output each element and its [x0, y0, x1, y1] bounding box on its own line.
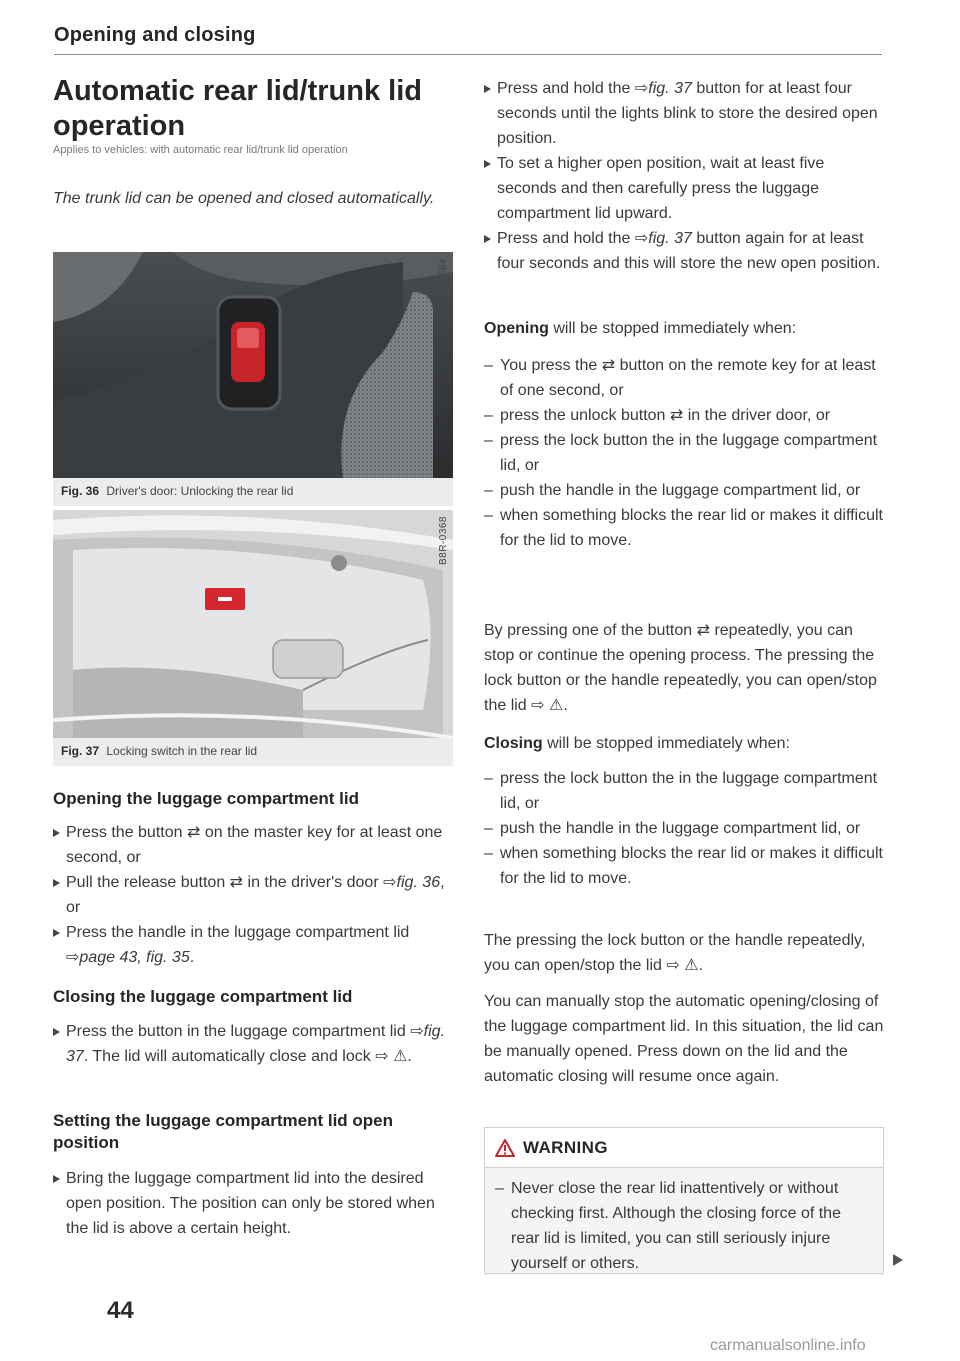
item-text: push the handle in the luggage compartment lid, or	[500, 820, 861, 837]
figure-36	[53, 252, 453, 506]
remote-icon: ⇄	[696, 622, 710, 639]
list-item	[484, 353, 884, 403]
item-text: Bring the luggage compartment lid into the desired open position. The position can only be stored when the lid is above a certain height.	[66, 1170, 435, 1237]
figure-code: B8R-0368	[438, 516, 449, 566]
item-text: . The lid will automatically close and lock	[83, 1048, 371, 1065]
item-text: .	[189, 949, 195, 966]
list-item	[484, 226, 884, 276]
setting-list-a	[53, 1166, 453, 1241]
item-text: button for at least four seconds until the lights blink to store the desired open position.	[497, 80, 878, 147]
item-text: .	[407, 1048, 412, 1065]
warning-triangle-icon: ⚠	[393, 1048, 408, 1065]
continue-arrow-icon	[892, 1253, 904, 1267]
arrow-icon: ⇨	[375, 1048, 389, 1065]
item-text: , or	[66, 874, 445, 916]
list-item: – Never close the rear lid inattentively or without checking first. Although the closing force of the rear lid is limited, you can still seriously injure yourself or others.	[495, 1176, 873, 1276]
remote-icon: ⇄	[601, 357, 616, 374]
list-item	[484, 816, 884, 841]
item-text: when something blocks the rear lid or makes it difficult for the lid to move.	[500, 845, 883, 887]
page-ref-link[interactable]: page 43, fig. 35	[79, 949, 190, 966]
warning-title: WARNING	[523, 1137, 608, 1157]
closing-label: Closing	[484, 735, 543, 752]
item-text: Press the handle in the luggage compartment lid	[66, 924, 410, 941]
list-item	[53, 920, 453, 970]
warning-header	[485, 1128, 883, 1168]
door-unlock-illustration	[53, 252, 453, 478]
page-number: 44	[107, 1297, 134, 1324]
warning-triangle-icon: ⚠	[684, 957, 699, 974]
setting-list-b	[484, 76, 884, 276]
opening-heading: Opening the luggage compartment lid	[53, 789, 360, 808]
item-text: You press the	[500, 357, 598, 374]
item-text: Press the button	[66, 824, 183, 841]
opening-list	[53, 820, 453, 970]
item-text: press the lock button the in the luggage compartment lid, or	[500, 770, 878, 812]
closing-heading: Closing the luggage compartment lid	[53, 987, 353, 1006]
opening-stop-para	[484, 316, 884, 341]
item-text: Press and hold the	[497, 230, 631, 247]
item-text: in the driver door, or	[687, 407, 831, 424]
list-item	[53, 1166, 453, 1241]
list-item	[484, 403, 884, 428]
remote-icon: ⇄	[186, 824, 201, 841]
para-text: will be stopped immediately when:	[547, 735, 790, 752]
warning-body	[485, 1168, 883, 1276]
item-text: button on the remote key for at least of one second, or	[500, 357, 876, 399]
page-title: Automatic rear lid/trunk lid operation	[53, 75, 422, 142]
list-item	[484, 76, 884, 151]
list-item	[484, 503, 884, 553]
item-text: when something blocks the rear lid or makes it difficult for the lid to move.	[500, 507, 883, 549]
list-item	[484, 478, 884, 503]
warning-triangle-icon	[495, 1139, 515, 1157]
repeat-para	[484, 618, 884, 718]
item-text: press the unlock button	[500, 407, 666, 424]
list-item	[53, 820, 453, 870]
para-text: will be stopped immediately when:	[553, 320, 797, 337]
arrow-icon: ⇨	[383, 874, 397, 891]
para-text: .	[698, 957, 704, 974]
closing-stop-para	[484, 731, 884, 756]
opening-label: Opening	[484, 320, 549, 337]
item-text: on the master key for at least one second, or	[66, 824, 443, 866]
item-text: in the driver's door	[247, 874, 379, 891]
item-text: Press and hold the	[497, 80, 631, 97]
figure-caption	[53, 478, 453, 506]
manual-para: You can manually stop the automatic opening/closing of the luggage compartment lid. In this situation, the lid can be manually opened. Press down on the lid and the automatic closing will resume once again.	[484, 993, 884, 1085]
applies-note: Applies to vehicles: with automatic rear lid/trunk lid operation	[53, 144, 348, 156]
closing-list	[53, 1019, 453, 1069]
figure-ref-link[interactable]: fig. 37	[66, 1023, 445, 1065]
remote-icon: ⇄	[229, 874, 244, 891]
header-rule	[54, 54, 882, 55]
setting-heading: Setting the luggage compartment lid open position	[53, 1111, 394, 1152]
arrow-icon: ⇨	[410, 1023, 424, 1040]
arrow-icon: ⇨	[66, 949, 80, 966]
figure-ref-link[interactable]: fig. 37	[648, 80, 692, 97]
arrow-icon: ⇨	[531, 697, 545, 714]
figure-code: B8R-0664	[438, 258, 449, 308]
item-text: button again for at least four seconds and this will store the new open position.	[497, 230, 881, 272]
warning-box	[484, 1127, 884, 1274]
figure-label: Fig. 36	[61, 484, 100, 498]
figure-37	[53, 510, 453, 766]
rear-lid-illustration	[53, 510, 453, 738]
para-text: By pressing one of the button	[484, 622, 693, 639]
list-item	[484, 428, 884, 478]
arrow-icon: ⇨	[666, 957, 680, 974]
list-item	[484, 841, 884, 891]
watermark: carmanualsonline.info	[710, 1337, 866, 1354]
opening-stop-list	[484, 353, 884, 553]
section-header: Opening and closing	[54, 24, 256, 46]
closing-stop-list	[484, 766, 884, 891]
intro-text: The trunk lid can be opened and closed automatically.	[53, 190, 435, 207]
list-item	[484, 151, 884, 226]
figure-ref-link[interactable]: fig. 37	[648, 230, 692, 247]
figure-label: Fig. 37	[61, 744, 100, 758]
para-text: The pressing the lock button or the handle repeatedly, you can open/stop the lid	[484, 932, 866, 974]
list-item	[484, 766, 884, 816]
item-text: Press the button in the luggage compartment lid	[66, 1023, 406, 1040]
figure-caption-text: Locking switch in the rear lid	[106, 744, 258, 758]
item-text: To set a higher open position, wait at least five seconds and then carefully press the luggage compartment lid upward.	[497, 155, 825, 222]
item-text: Pull the release button	[66, 874, 226, 891]
remote-icon: ⇄	[669, 407, 684, 424]
figure-caption-text: Driver's door: Unlocking the rear lid	[106, 484, 294, 498]
warning-triangle-icon: ⚠	[549, 697, 564, 714]
arrow-icon: ⇨	[634, 230, 649, 247]
repeat2-para	[484, 928, 884, 978]
arrow-icon: ⇨	[634, 80, 649, 97]
figure-ref-link[interactable]: fig. 36	[396, 874, 441, 891]
figure-caption	[53, 738, 453, 766]
para-text: .	[563, 697, 568, 714]
item-text: push the handle in the luggage compartment lid, or	[500, 482, 861, 499]
list-item	[53, 1019, 453, 1069]
list-item	[53, 870, 453, 920]
para-text: repeatedly, you can stop or continue the opening process. The pressing the lock button or the handle repeatedly, you can open/stop the lid	[484, 622, 877, 714]
item-text: press the lock button the in the luggage compartment lid, or	[500, 432, 878, 474]
